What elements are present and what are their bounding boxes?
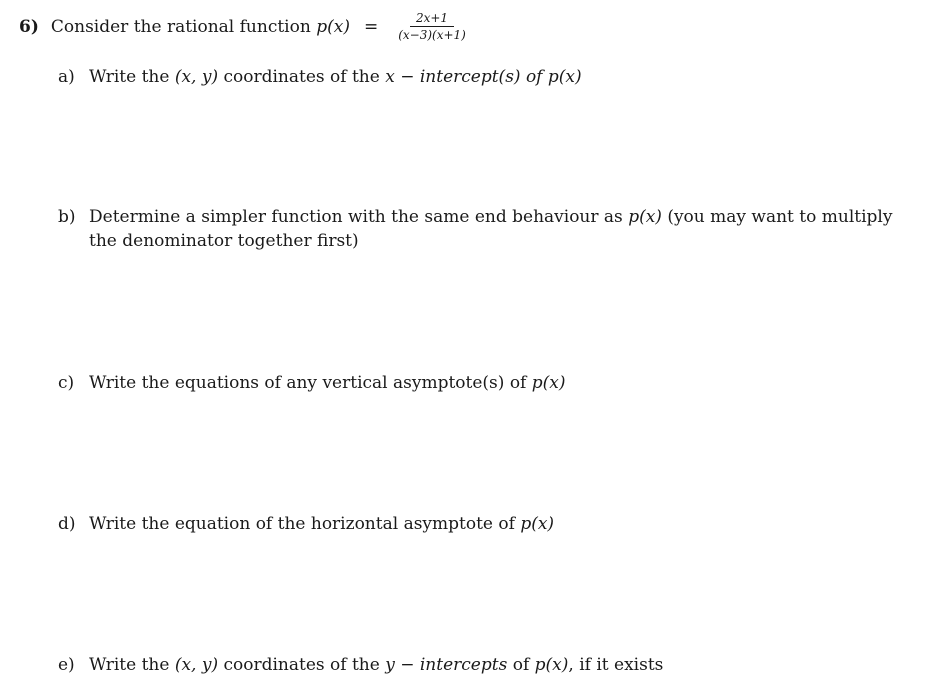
- question-header: [19, 12, 470, 42]
- part-c: [58, 371, 898, 395]
- function-name: p(x): [316, 17, 350, 37]
- question-lead-text: Consider the rational function: [50, 17, 311, 37]
- part-text: [89, 512, 898, 536]
- math-segment: p(x): [531, 373, 566, 393]
- question-number: 6): [19, 17, 39, 37]
- part-a: [58, 65, 898, 89]
- part-d: [58, 512, 898, 536]
- text-segment: Write the: [89, 67, 175, 87]
- part-label: e): [58, 655, 75, 675]
- text-segment: of: [507, 655, 535, 675]
- math-segment: p(x): [628, 207, 662, 227]
- math-segment: (x, y): [174, 655, 219, 675]
- fraction-denominator: (x−3)(x+1): [398, 28, 466, 42]
- text-segment: Write the equations of any vertical asymptote(s) of: [89, 373, 532, 393]
- part-label: a): [58, 67, 75, 87]
- part-text: [89, 205, 898, 253]
- equals-sign: =: [363, 17, 379, 37]
- text-segment: , if it exists: [568, 655, 664, 675]
- math-segment: p(x): [534, 655, 569, 675]
- part-e: [58, 653, 898, 677]
- math-segment: (x, y): [174, 67, 219, 87]
- part-b: [58, 205, 898, 253]
- text-segment: (you may want to multiply the denominator together first): [89, 207, 893, 251]
- math-segment: x − intercept(s) of p(x): [385, 67, 582, 87]
- function-fraction: [394, 12, 470, 42]
- part-label: b): [58, 207, 76, 227]
- part-text: [89, 65, 898, 89]
- text-segment: Determine a simpler function with the same end behaviour as: [89, 207, 629, 227]
- text-segment: Write the equation of the horizontal asymptote of: [89, 514, 521, 534]
- fraction-numerator: 2x+1: [410, 12, 454, 27]
- part-label: d): [58, 514, 76, 534]
- part-text: [89, 371, 898, 395]
- math-segment: p(x): [520, 514, 555, 534]
- part-text: [89, 653, 898, 677]
- text-segment: Write the: [89, 655, 175, 675]
- part-label: c): [58, 373, 75, 393]
- text-segment: coordinates of the: [218, 655, 386, 675]
- text-segment: coordinates of the: [218, 67, 386, 87]
- math-segment: y − intercepts: [385, 655, 508, 675]
